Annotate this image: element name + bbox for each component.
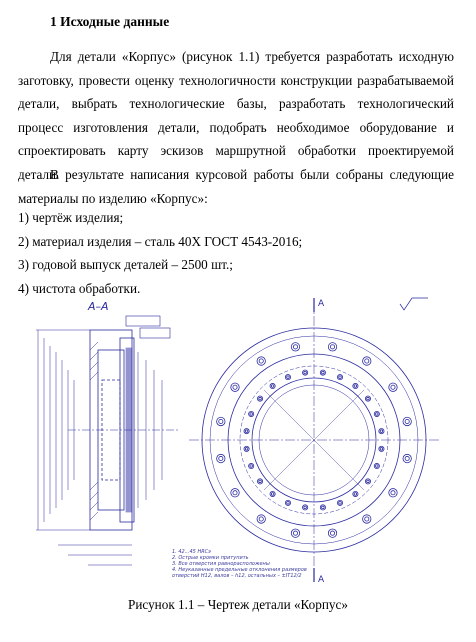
small-hole: [353, 383, 358, 388]
small-hole-inner: [245, 448, 248, 451]
small-hole: [365, 479, 370, 484]
small-hole-inner: [271, 493, 274, 496]
small-hole: [285, 500, 290, 505]
bolt-hole: [389, 383, 397, 391]
section-marker-bottom: А: [318, 575, 325, 585]
materials-list: [18, 206, 302, 300]
bolt-hole: [291, 343, 299, 351]
small-hole-inner: [380, 448, 383, 451]
bolt-hole: [257, 515, 265, 523]
small-hole-inner: [245, 430, 248, 433]
small-hole-inner: [367, 480, 370, 483]
paragraph-materials: В результате написания курсовой работы были собраны следующие материалы по изделию «Корпус»:: [18, 167, 454, 206]
small-hole-inner: [380, 430, 383, 433]
list-item: 2) материал изделия – сталь 40Х ГОСТ 4543-2016;: [18, 233, 303, 249]
small-hole: [353, 491, 358, 496]
small-hole: [337, 500, 342, 505]
small-hole-inner: [354, 385, 357, 388]
bolt-hole-inner: [259, 359, 263, 363]
small-hole: [374, 463, 379, 468]
bolt-hole-inner: [233, 385, 237, 389]
bolt-hole: [217, 454, 225, 462]
bolt-hole-inner: [293, 345, 297, 349]
small-hole-inner: [259, 480, 262, 483]
small-hole-inner: [354, 493, 357, 496]
small-hole: [244, 429, 249, 434]
section-view: [36, 300, 178, 565]
section-title: 1 Исходные данные: [50, 14, 170, 29]
small-hole: [270, 491, 275, 496]
small-hole-inner: [339, 376, 342, 379]
bolt-hole-inner: [233, 491, 237, 495]
note-line: отверстий Н12, валов – h12, остальных – ±IT12/2: [172, 573, 302, 579]
small-hole: [257, 396, 262, 401]
bolt-hole: [231, 489, 239, 497]
bolt-hole-inner: [391, 385, 395, 389]
bolt-hole: [403, 454, 411, 462]
small-hole-inner: [376, 465, 379, 468]
small-hole: [270, 383, 275, 388]
bolt-hole: [257, 357, 265, 365]
list-item: 1) чертёж изделия;: [18, 210, 124, 225]
small-hole-inner: [339, 502, 342, 505]
small-hole: [320, 370, 325, 375]
section-marker-top: А: [318, 299, 325, 309]
small-hole: [257, 479, 262, 484]
figure-caption: Рисунок 1.1 – Чертеж детали «Корпус»: [128, 597, 348, 612]
note-line: 4. Неуказанные предельные отклонения размеров: [172, 567, 307, 573]
list-item: 4) чистота обработки.: [18, 280, 141, 296]
small-hole-inner: [304, 371, 307, 374]
small-hole-inner: [322, 371, 325, 374]
bolt-hole-inner: [405, 456, 409, 460]
bolt-hole-inner: [330, 345, 334, 349]
small-hole-inner: [287, 376, 290, 379]
bolt-hole-inner: [259, 517, 263, 521]
bolt-hole-inner: [365, 517, 369, 521]
small-hole: [337, 375, 342, 380]
small-hole: [374, 411, 379, 416]
small-hole-inner: [250, 465, 253, 468]
front-view: [189, 300, 439, 580]
bolt-hole: [363, 357, 371, 365]
note-line: 1. 42...45 HRCэ: [172, 549, 211, 555]
small-hole-inner: [322, 506, 325, 509]
bolt-hole: [231, 383, 239, 391]
drawing-notes: [172, 549, 307, 579]
bolt-hole-inner: [391, 491, 395, 495]
small-hole: [244, 446, 249, 451]
small-hole: [365, 396, 370, 401]
small-hole-inner: [304, 506, 307, 509]
small-hole-inner: [287, 502, 290, 505]
bolt-hole: [291, 529, 299, 537]
small-hole: [379, 429, 384, 434]
small-hole-inner: [271, 385, 274, 388]
bolt-hole-inner: [293, 531, 297, 535]
bolt-hole: [389, 489, 397, 497]
small-hole: [249, 463, 254, 468]
bolt-hole: [217, 417, 225, 425]
bolt-hole-inner: [219, 419, 223, 423]
small-hole: [285, 375, 290, 380]
list-item: 3) годовой выпуск деталей – 2500 шт.;: [18, 257, 233, 272]
small-hole-inner: [376, 413, 379, 416]
bolt-hole: [403, 417, 411, 425]
note-line: 3. Все отверстия равнорасположены: [172, 561, 270, 567]
bolt-hole-inner: [330, 531, 334, 535]
bolt-hole-inner: [405, 419, 409, 423]
bolt-hole: [328, 343, 336, 351]
bolt-hole: [363, 515, 371, 523]
small-hole: [379, 446, 384, 451]
small-hole: [303, 370, 308, 375]
note-line: 2. Острые кромки притупить: [172, 555, 249, 561]
small-hole-inner: [259, 397, 262, 400]
small-hole: [249, 411, 254, 416]
section-label: А–А: [88, 300, 109, 313]
paragraph-task: Для детали «Корпус» (рисунок 1.1) требуется разработать исходную заготовку, провести оценку технологичности конструкции разрабатываемой детали, выбрать технологические базы, разработать технологический процесс изготовления детали, подобрать необходимое оборудование и спроектировать карту эскизов маршрутной обработки проектируемой детали.: [18, 49, 454, 182]
bolt-hole: [328, 529, 336, 537]
bolt-hole-inner: [219, 456, 223, 460]
small-hole: [303, 505, 308, 510]
small-hole-inner: [250, 413, 253, 416]
small-hole: [320, 505, 325, 510]
bolt-hole-inner: [365, 359, 369, 363]
small-hole-inner: [367, 397, 370, 400]
